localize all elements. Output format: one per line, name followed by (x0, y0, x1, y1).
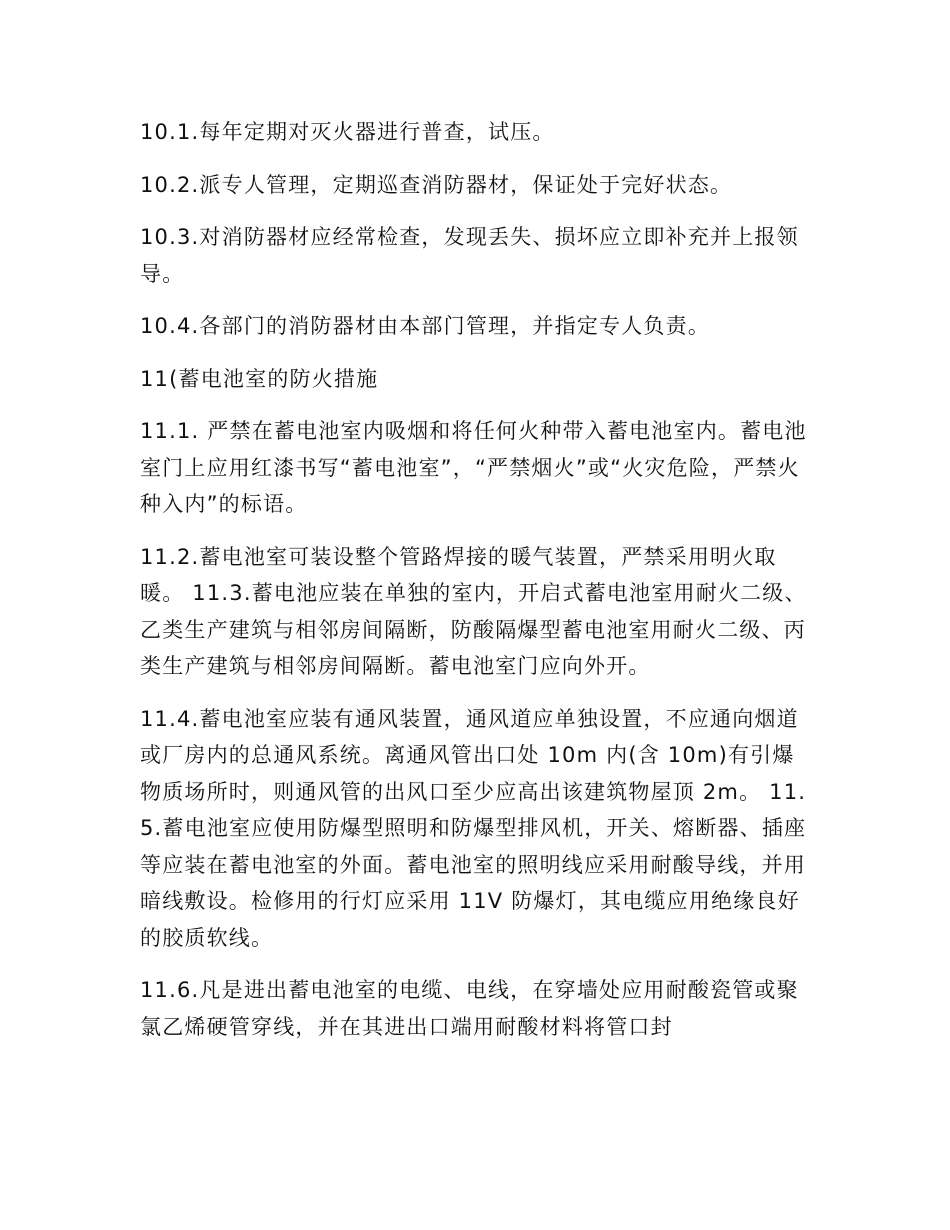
paragraph-11-2: 11.2.蓄电池室可装设整个管路焊接的暖气装置，严禁采用明火取暖。 11.3.蓄电池应装在单独的室内，开启式蓄电池室用耐火二级、乙类生产建筑与相邻房间隔断，防酸隔爆型蓄电池室用耐火二级、丙类生产建筑与相邻房间隔断。蓄电池室门应向外开。 (140, 544, 807, 678)
paragraph-10-2: 10.2.派专人管理，定期巡查消防器材，保证处于完好状态。 (140, 172, 733, 197)
paragraph-11-6: 11.6.凡是进出蓄电池室的电缆、电线，在穿墙处应用耐酸瓷管或聚氯乙烯硬管穿线，并在其进出口端用耐酸材料将管口封 (140, 978, 799, 1039)
paragraph-11-1: 11.1. 严禁在蓄电池室内吸烟和将任何火种带入蓄电池室内。蓄电池室门上应用红漆书写“蓄电池室”，“严禁烟火”或“火灾危险，严禁火种入内”的标语。 (140, 419, 807, 516)
paragraph-10-3: 10.3.对消防器材应经常检查，发现丢失、损坏应立即补充并上报领导。 (140, 225, 799, 286)
section-heading-11: 11(蓄电池室的防火措施 (140, 366, 379, 391)
paragraph-11-4: 11.4.蓄电池室应装有通风装置，通风道应单独设置，不应通向烟道或厂房内的总通风系统。离通风管出口处 10m 内(含 10m)有引爆物质场所时，则通风管的出风口至少应高出该建筑物屋顶 2m。 11.5.蓄电池室应使用防爆型照明和防爆型排风机，开关、熔断器、插座等应装在蓄电池室的外面。蓄电池室的照明线应采用耐酸导线，并用暗线敷设。检修用的行灯应采用 11V 防爆灯，其电缆应用绝缘良好的胶质软线。 (140, 706, 807, 950)
paragraph-10-1: 10.1.每年定期对灭火器进行普查，试压。 (140, 120, 555, 144)
paragraph-10-4: 10.4.各部门的消防器材由本部门管理，并指定专人负责。 (140, 314, 711, 338)
document-body (140, 114, 810, 1061)
